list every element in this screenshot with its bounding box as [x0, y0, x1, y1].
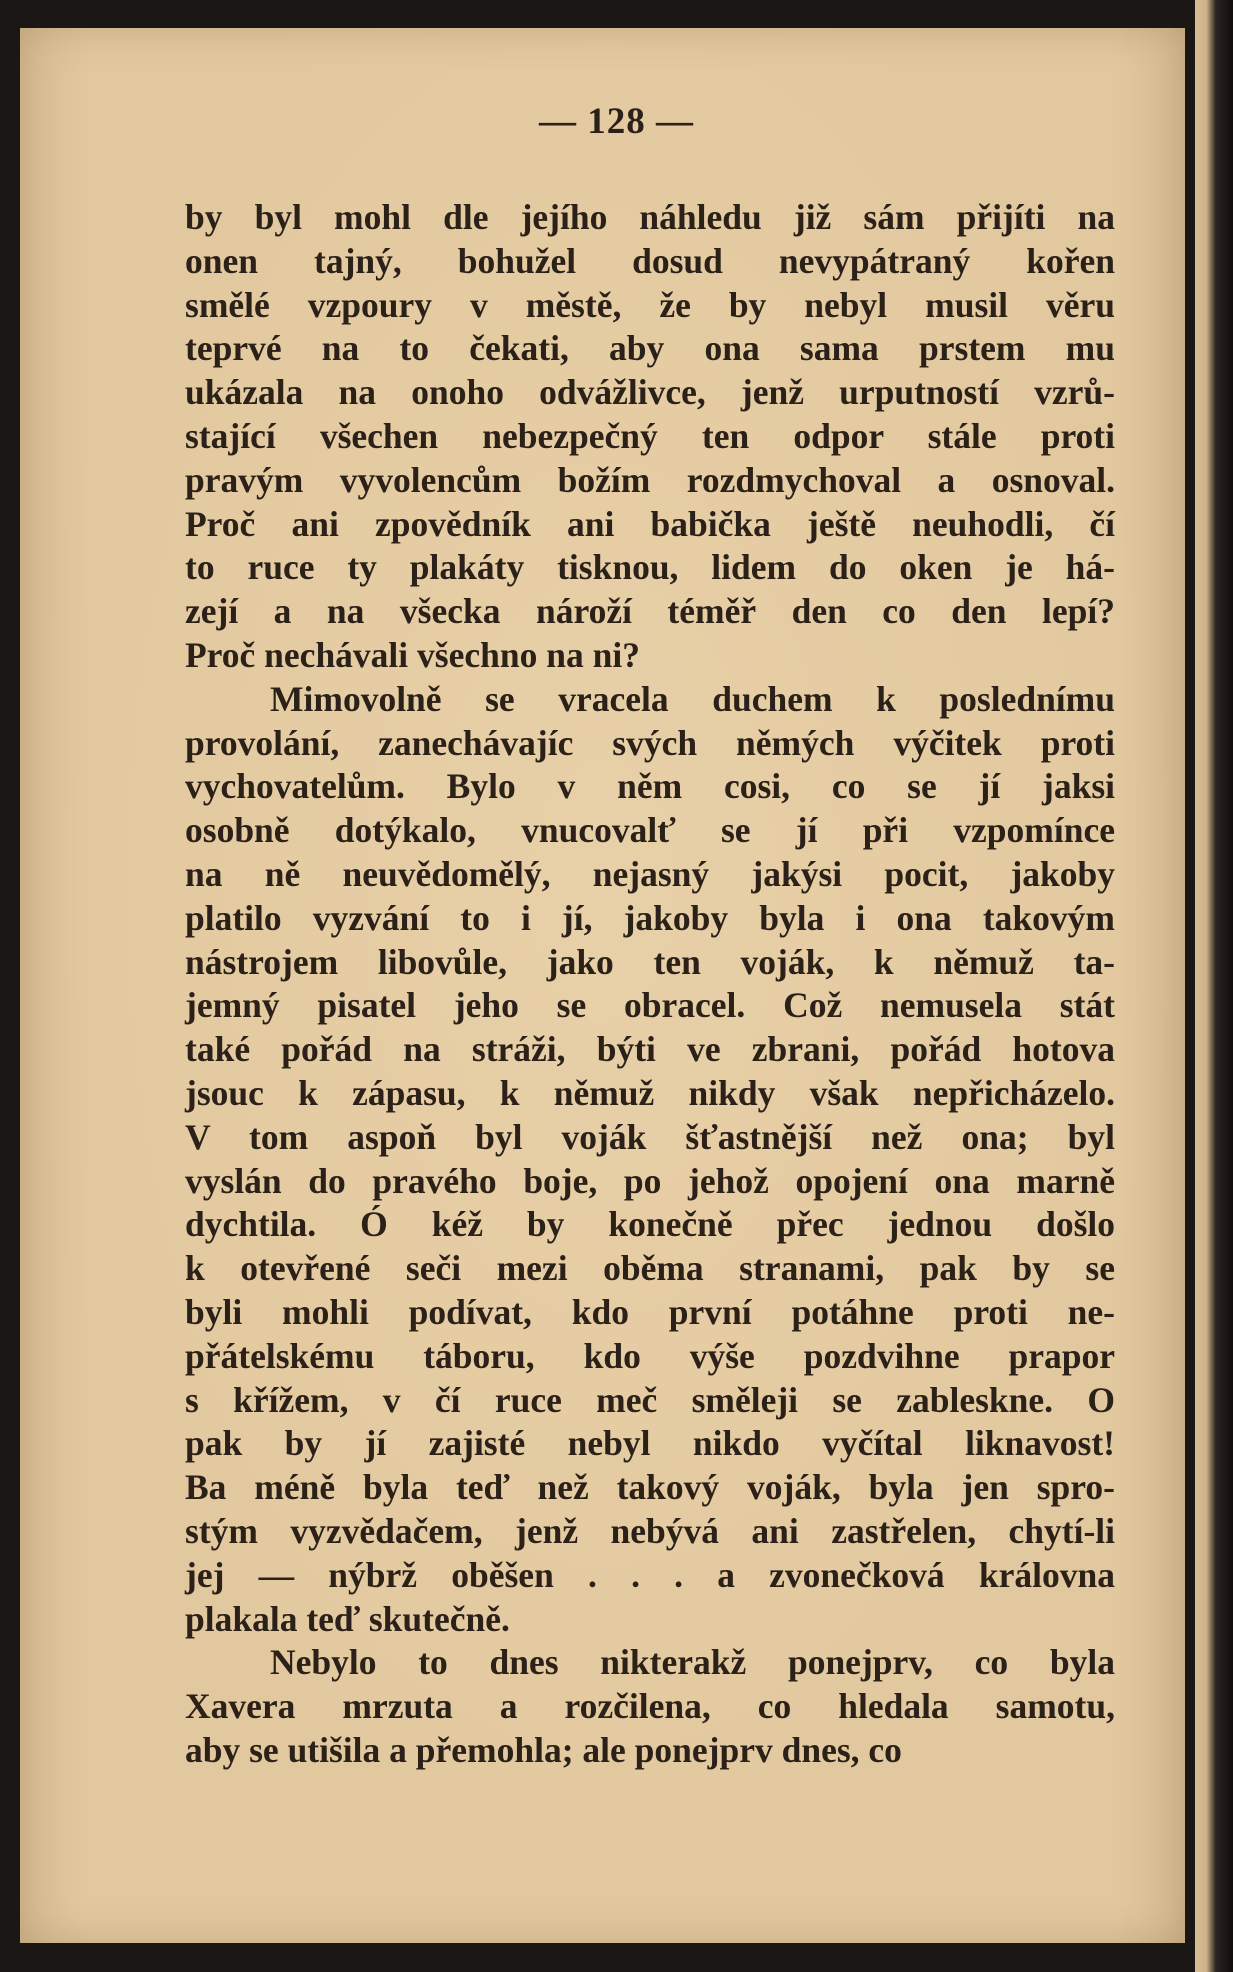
text-line: vychovatelům. Bylo v něm cosi, co se jí jaksi [185, 766, 1115, 807]
text-line: Proč nechávali všechno na ni? [185, 634, 640, 675]
text-line: s křížem, v čí ruce meč směleji se zableskne. O [185, 1379, 1115, 1420]
text-line: jsouc k zápasu, k němuž nikdy však nepřicházelo. [185, 1072, 1115, 1113]
text-line: V tom aspoň byl voják šťastnější než ona; byl [185, 1116, 1115, 1157]
text-line: osobně dotýkalo, vnucovalť se jí při vzpomínce [185, 810, 1115, 851]
text-line: Ba méně byla teď než takový voják, byla jen spro- [185, 1467, 1115, 1508]
text-line: přátelskému táboru, kdo výše pozdvihne prapor [185, 1335, 1115, 1376]
text-line: plakala teď skutečně. [185, 1598, 510, 1639]
text-line: Proč ani zpovědník ani babička ještě neuhodli, čí [185, 503, 1115, 544]
text-line: byli mohli podívat, kdo první potáhne proti ne- [185, 1291, 1115, 1332]
text-line: by byl mohl dle jejího náhledu již sám přijíti na [185, 197, 1115, 237]
text-line: aby se utišila a přemohla; ale ponejprv dnes, co [185, 1729, 902, 1770]
text-line: Nebylo to dnes nikterakž ponejprv, co byla [270, 1642, 1115, 1683]
text-line: zejí a na všecka nároží téměř den co den lepí? [185, 591, 1115, 632]
body-text [185, 196, 1115, 1773]
text-line: jej — nýbrž oběšen . . . a zvonečková královna [185, 1554, 1115, 1595]
text-line: Mimovolně se vracela duchem k poslednímu [270, 678, 1115, 719]
page-edge [1195, 0, 1233, 1972]
text-line: na ně neuvědomělý, nejasný jakýsi pocit, jakoby [185, 853, 1115, 894]
paragraph [185, 1641, 1115, 1772]
text-line: stým vyzvědačem, jenž nebývá ani zastřelen, chytí-li [185, 1510, 1115, 1551]
text-line: pravým vyvolencům božím rozdmychoval a osnoval. [185, 459, 1115, 500]
text-line: stající všechen nebezpečný ten odpor stále proti [185, 415, 1115, 456]
paragraph [185, 196, 1115, 678]
paragraph [185, 678, 1115, 1642]
text-line: k otevřené seči mezi oběma stranami, pak by se [185, 1248, 1115, 1289]
text-line: dychtila. Ó kéž by konečně přec jednou došlo [185, 1204, 1115, 1245]
text-line: vyslán do pravého boje, po jehož opojení ona marně [185, 1160, 1115, 1201]
text-line: to ruce ty plakáty tisknou, lidem do oken je há- [185, 547, 1115, 588]
text-line: Xavera mrzuta a rozčilena, co hledala samotu, [185, 1686, 1115, 1727]
text-line: pak by jí zajisté nebyl nikdo vyčítal liknavost! [185, 1423, 1115, 1464]
text-line: smělé vzpoury v městě, že by nebyl musil věru [185, 284, 1115, 325]
page-number: — 128 — [539, 101, 694, 142]
text-line: jemný pisatel jeho se obracel. Což nemusela stát [185, 985, 1115, 1026]
text-line: provolání, zanechávajíc svých němých výčitek proti [185, 722, 1115, 763]
text-line: teprvé na to čekati, aby ona sama prstem mu [185, 328, 1115, 369]
text-line: nástrojem libovůle, jako ten voják, k němuž ta- [185, 941, 1115, 982]
text-line: také pořád na stráži, býti ve zbrani, pořád hotova [185, 1029, 1115, 1070]
text-line: onen tajný, bohužel dosud nevypátraný kořen [185, 240, 1115, 281]
text-line: ukázala na onoho odvážlivce, jenž urputností vzrů- [185, 372, 1115, 413]
text-line: platilo vyzvání to i jí, jakoby byla i ona takovým [185, 897, 1115, 938]
